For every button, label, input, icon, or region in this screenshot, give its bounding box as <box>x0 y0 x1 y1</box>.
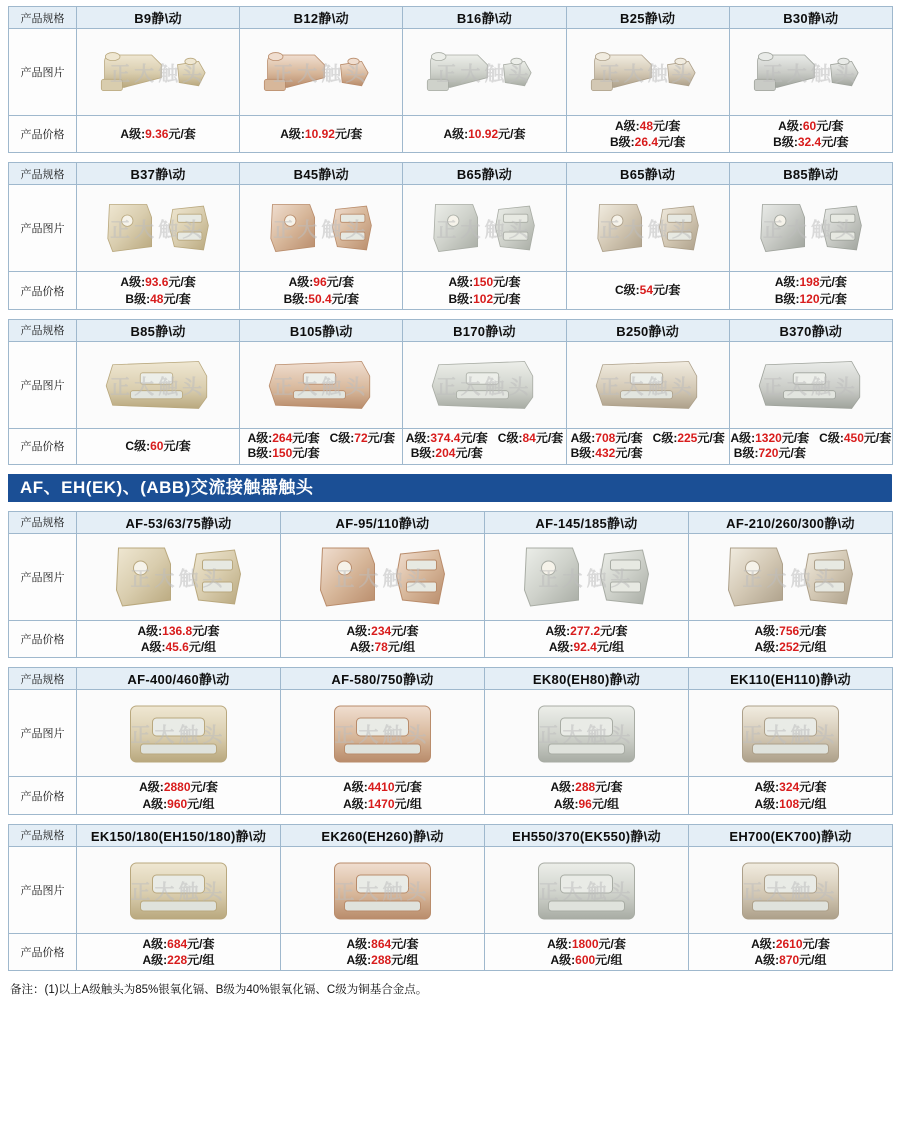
product-spec: EK150/180(EH150/180)静\动 <box>77 824 281 846</box>
product-spec: B30静\动 <box>729 7 892 29</box>
price-value: 198 <box>799 275 820 290</box>
price-value: 432 <box>595 446 616 461</box>
price-line: A级:136.8元/套 <box>137 623 220 638</box>
price-line: B级:102元/套 <box>448 291 521 306</box>
product-photo <box>403 342 565 428</box>
price-group-left <box>406 431 488 462</box>
price-line: B级:32.4元/套 <box>773 135 849 150</box>
image-row <box>9 690 893 777</box>
product-photo <box>77 534 280 620</box>
price-value: 960 <box>167 796 188 811</box>
price-value: 48 <box>150 291 164 306</box>
table-b85-b370 <box>8 319 893 465</box>
watermark: 正大触头 <box>742 566 839 591</box>
price-row <box>9 620 893 657</box>
price-value: 120 <box>799 291 820 306</box>
price-value: 84 <box>522 430 536 445</box>
section-banner: AF、EH(EK)、(ABB)交流接触器触头 <box>8 474 892 502</box>
price-value: 60 <box>802 119 817 133</box>
product-spec: B250静\动 <box>566 319 729 341</box>
price-line: A级:48元/套 <box>614 119 681 133</box>
price-line: A级:2880元/套 <box>139 780 218 795</box>
price-line: A级:277.2元/套 <box>545 623 628 638</box>
product-price-cell <box>77 620 281 657</box>
price-line: B级:150元/套 <box>247 446 320 461</box>
row-label-spec: 产品规格 <box>9 824 77 846</box>
price-line: A级:288元/套 <box>550 780 623 795</box>
table-b37-b85 <box>8 162 893 309</box>
product-image-cell[interactable] <box>566 341 729 428</box>
row-label-spec: 产品规格 <box>9 668 77 690</box>
row-label-spec: 产品规格 <box>9 163 77 185</box>
price-line: A级:2610元/套 <box>751 936 830 951</box>
product-image-cell[interactable] <box>485 690 689 777</box>
price-value: 324 <box>779 780 800 795</box>
row-label-price: 产品价格 <box>9 777 77 814</box>
watermark: 正大触头 <box>334 722 431 747</box>
product-price-cell <box>240 428 403 464</box>
price-line: A级:600元/组 <box>550 952 623 967</box>
product-spec: B65静\动 <box>403 163 566 185</box>
product-photo <box>77 342 239 428</box>
price-row <box>9 272 893 309</box>
product-photo <box>403 185 565 271</box>
price-line: C级:84元/套 <box>497 430 564 445</box>
price-line: A级:78元/组 <box>349 640 416 655</box>
product-photo <box>240 29 402 115</box>
product-price-cell <box>77 116 240 153</box>
watermark: 正大触头 <box>334 566 431 591</box>
price-line: A级:108元/组 <box>754 796 827 811</box>
product-spec: EK110(EH110)静\动 <box>689 668 893 690</box>
image-row <box>9 533 893 620</box>
watermark: 正大触头 <box>599 217 696 242</box>
product-price-cell <box>240 116 403 153</box>
price-value: 684 <box>167 936 188 951</box>
watermark: 正大触头 <box>742 879 839 904</box>
product-price-cell <box>566 272 729 309</box>
price-line: A级:92.4元/组 <box>548 640 625 655</box>
product-price-cell <box>729 272 892 309</box>
product-photo <box>281 690 484 776</box>
price-value: 204 <box>435 446 456 461</box>
spec-row <box>9 319 893 341</box>
product-spec: B65静\动 <box>566 163 729 185</box>
watermark: 正大触头 <box>273 217 370 242</box>
row-label-image: 产品图片 <box>9 690 77 777</box>
price-value: 150 <box>272 446 293 461</box>
product-spec: B37静\动 <box>77 163 240 185</box>
product-price-cell <box>485 620 689 657</box>
price-value: 54 <box>639 283 653 298</box>
product-spec: B105静\动 <box>240 319 403 341</box>
price-row <box>9 933 893 970</box>
price-line: A级:960元/组 <box>142 796 215 811</box>
product-price-cell <box>689 620 893 657</box>
product-image-cell[interactable] <box>77 846 281 933</box>
price-group-right <box>498 431 563 462</box>
row-label-spec: 产品规格 <box>9 319 77 341</box>
product-image-cell[interactable] <box>485 846 689 933</box>
price-value: 96 <box>578 796 592 811</box>
table-af-53-210 <box>8 511 893 658</box>
image-row <box>9 185 893 272</box>
product-image-cell[interactable] <box>689 533 893 620</box>
product-price-cell <box>689 933 893 970</box>
product-image-cell[interactable] <box>77 185 240 272</box>
watermark: 正大触头 <box>599 374 696 399</box>
row-label-price: 产品价格 <box>9 620 77 657</box>
product-photo <box>567 342 729 428</box>
product-image-cell[interactable] <box>403 29 566 116</box>
row-label-image: 产品图片 <box>9 185 77 272</box>
product-spec: B9静\动 <box>77 7 240 29</box>
product-image-cell[interactable] <box>281 690 485 777</box>
price-line: A级:756元/套 <box>754 623 827 638</box>
row-label-spec: 产品规格 <box>9 7 77 29</box>
image-row <box>9 846 893 933</box>
price-line: A级:374.4元/套 <box>405 430 488 445</box>
price-line: B级:432元/套 <box>570 446 643 461</box>
product-image-cell[interactable] <box>403 341 566 428</box>
product-price-cell <box>485 933 689 970</box>
product-photo <box>485 847 688 933</box>
product-photo <box>485 534 688 620</box>
price-value: 4410 <box>367 780 395 795</box>
product-spec: AF-210/260/300静\动 <box>689 511 893 533</box>
product-photo <box>730 342 892 428</box>
product-price-cell <box>281 777 485 814</box>
watermark: 正大触头 <box>762 217 859 242</box>
price-group-left <box>248 431 320 462</box>
watermark: 正大触头 <box>436 61 533 86</box>
product-photo <box>77 185 239 271</box>
watermark: 正大触头 <box>538 722 635 747</box>
product-image-cell[interactable] <box>77 690 281 777</box>
price-line: A级:264元/套 <box>247 430 320 445</box>
product-photo <box>77 29 239 115</box>
price-line: A级:324元/套 <box>754 780 827 795</box>
price-row <box>9 428 893 464</box>
price-value: 150 <box>473 275 494 290</box>
price-value: 1470 <box>367 796 395 811</box>
product-price-cell <box>403 428 566 464</box>
product-photo <box>281 534 484 620</box>
price-value: 2880 <box>163 780 191 795</box>
spec-row <box>9 163 893 185</box>
price-value: 93.6 <box>145 275 169 290</box>
product-photo <box>689 534 892 620</box>
spec-row <box>9 511 893 533</box>
spec-row <box>9 824 893 846</box>
product-spec: B45静\动 <box>240 163 403 185</box>
spec-row <box>9 7 893 29</box>
product-photo <box>730 185 892 271</box>
product-spec: B25静\动 <box>566 7 729 29</box>
price-line: B级:204元/套 <box>410 446 483 461</box>
price-value: 108 <box>779 796 800 811</box>
watermark: 正大触头 <box>436 374 533 399</box>
product-spec: AF-145/185静\动 <box>485 511 689 533</box>
watermark: 正大触头 <box>538 879 635 904</box>
price-value: 2610 <box>775 936 803 951</box>
row-label-image: 产品图片 <box>9 533 77 620</box>
watermark: 正大触头 <box>130 722 227 747</box>
price-group-right <box>819 431 891 462</box>
price-value: 234 <box>371 623 392 638</box>
price-row <box>9 116 893 153</box>
watermark: 正大触头 <box>742 722 839 747</box>
product-price-cell <box>485 777 689 814</box>
spec-row <box>9 668 893 690</box>
price-value: 48 <box>639 119 653 133</box>
watermark: 正大触头 <box>273 374 370 399</box>
watermark: 正大触头 <box>599 61 696 86</box>
product-image-cell[interactable] <box>281 533 485 620</box>
product-photo <box>567 185 729 271</box>
price-line: A级:1800元/套 <box>547 936 626 951</box>
price-value: 1320 <box>755 430 782 445</box>
product-price-cell <box>729 116 892 153</box>
price-line: A级:288元/组 <box>346 952 419 967</box>
product-price-cell <box>77 933 281 970</box>
price-line: A级:708元/套 <box>570 430 643 445</box>
product-spec: AF-400/460静\动 <box>77 668 281 690</box>
tables-container <box>8 6 892 971</box>
price-value: 864 <box>371 936 392 951</box>
watermark: 正大触头 <box>538 566 635 591</box>
product-price-cell <box>403 272 566 309</box>
row-label-price: 产品价格 <box>9 272 77 309</box>
watermark: 正大触头 <box>110 217 207 242</box>
price-value: 450 <box>843 430 864 445</box>
product-image-cell[interactable] <box>729 29 892 116</box>
price-line: A级:96元/组 <box>553 796 620 811</box>
product-price-cell <box>403 116 566 153</box>
price-line: A级:1320元/套 <box>730 430 810 445</box>
watermark: 正大触头 <box>130 879 227 904</box>
product-price-cell <box>689 777 893 814</box>
price-value: 102 <box>473 291 494 306</box>
price-value: 10.92 <box>468 127 499 142</box>
price-value: 225 <box>677 430 698 445</box>
product-spec: EH700(EK700)静\动 <box>689 824 893 846</box>
price-value: 136.8 <box>162 623 193 638</box>
price-line: A级:864元/套 <box>346 936 419 951</box>
product-image-cell[interactable] <box>403 185 566 272</box>
product-spec: EK80(EH80)静\动 <box>485 668 689 690</box>
product-spec: B85静\动 <box>729 163 892 185</box>
product-price-cell <box>77 777 281 814</box>
product-spec: B370静\动 <box>729 319 892 341</box>
price-line: A级:45.6元/组 <box>140 640 217 655</box>
price-group-left <box>571 431 643 462</box>
product-spec: EK260(EH260)静\动 <box>281 824 485 846</box>
price-group-left <box>730 431 809 462</box>
price-value: 92.4 <box>573 640 597 655</box>
footnote: 备注：(1)以上A级触头为85%银氧化镉、B级为40%银氧化镉、C级为铜基合金点。 <box>10 984 428 997</box>
product-photo <box>403 29 565 115</box>
image-row <box>9 29 893 116</box>
product-price-cell <box>240 272 403 309</box>
product-image-cell[interactable] <box>77 533 281 620</box>
price-line: A级:234元/套 <box>346 623 419 638</box>
product-image-cell[interactable] <box>729 185 892 272</box>
price-value: 277.2 <box>570 623 601 638</box>
product-image-cell[interactable] <box>485 533 689 620</box>
product-photo <box>77 847 280 933</box>
price-value: 288 <box>575 780 596 795</box>
price-value: 374.4 <box>430 430 461 445</box>
product-photo <box>689 690 892 776</box>
price-line: B级:26.4元/套 <box>609 135 686 150</box>
price-line: A级:9.36元/套 <box>120 127 196 142</box>
product-price-cell <box>566 116 729 153</box>
price-value: 252 <box>779 640 800 655</box>
product-image-cell[interactable] <box>77 341 240 428</box>
price-line: A级:96元/套 <box>288 275 354 290</box>
row-label-spec: 产品规格 <box>9 511 77 533</box>
watermark: 正大触头 <box>436 217 533 242</box>
product-spec: B16静\动 <box>403 7 566 29</box>
price-value: 96 <box>313 275 327 290</box>
product-price-cell <box>77 428 240 464</box>
price-value: 600 <box>575 952 596 967</box>
product-spec: AF-95/110静\动 <box>281 511 485 533</box>
price-line: B级:120元/套 <box>774 291 847 306</box>
watermark: 正大触头 <box>334 879 431 904</box>
product-price-cell <box>281 620 485 657</box>
price-line: C级:225元/套 <box>652 430 725 445</box>
price-value: 708 <box>595 430 616 445</box>
price-line: A级:60元/套 <box>778 119 844 133</box>
price-value: 10.92 <box>304 127 335 142</box>
row-label-image: 产品图片 <box>9 341 77 428</box>
price-row <box>9 777 893 814</box>
price-value: 720 <box>758 446 779 461</box>
table-af-400-ek110 <box>8 667 893 814</box>
product-photo <box>240 185 402 271</box>
watermark: 正大触头 <box>762 374 859 399</box>
price-line: A级:684元/套 <box>142 936 215 951</box>
row-label-price: 产品价格 <box>9 933 77 970</box>
product-image-cell[interactable] <box>240 29 403 116</box>
product-photo <box>240 342 402 428</box>
row-label-image: 产品图片 <box>9 29 77 116</box>
price-value: 60 <box>150 439 164 454</box>
product-price-cell <box>729 428 892 464</box>
price-value: 1800 <box>571 936 599 951</box>
row-label-image: 产品图片 <box>9 846 77 933</box>
product-image-cell[interactable] <box>281 846 485 933</box>
price-line: B级:720元/套 <box>733 446 806 461</box>
price-value: 228 <box>167 952 188 967</box>
price-value: 45.6 <box>165 640 189 655</box>
price-line: B级:48元/套 <box>125 291 191 306</box>
product-price-cell <box>77 272 240 309</box>
price-value: 288 <box>371 952 392 967</box>
price-value: 50.4 <box>308 291 332 306</box>
price-line: A级:252元/组 <box>754 640 827 655</box>
price-group-right <box>330 431 395 462</box>
product-image-cell[interactable] <box>240 341 403 428</box>
product-image-cell[interactable] <box>689 690 893 777</box>
price-line: A级:228元/组 <box>142 952 215 967</box>
product-photo <box>689 847 892 933</box>
price-line: A级:10.92元/套 <box>280 127 363 142</box>
price-value: 26.4 <box>634 135 658 150</box>
product-spec: AF-53/63/75静\动 <box>77 511 281 533</box>
price-value: 78 <box>374 640 388 655</box>
product-image-cell[interactable] <box>566 185 729 272</box>
price-line: B级:50.4元/套 <box>283 291 359 306</box>
watermark: 正大触头 <box>762 61 859 86</box>
price-group-right <box>653 431 725 462</box>
watermark: 正大触头 <box>110 61 207 86</box>
image-row <box>9 341 893 428</box>
product-photo <box>281 847 484 933</box>
product-photo <box>485 690 688 776</box>
price-value: 9.36 <box>145 127 169 142</box>
row-label-price: 产品价格 <box>9 428 77 464</box>
product-image-cell[interactable] <box>689 846 893 933</box>
price-line: A级:198元/套 <box>774 275 847 290</box>
price-line: A级:93.6元/套 <box>120 275 196 290</box>
product-image-cell[interactable] <box>240 185 403 272</box>
table-ek150-eh700 <box>8 824 893 971</box>
price-value: 32.4 <box>797 135 822 150</box>
price-value: 870 <box>779 952 800 967</box>
price-line: C级:60元/套 <box>125 439 191 454</box>
watermark: 正大触头 <box>130 566 227 591</box>
product-spec: AF-580/750静\动 <box>281 668 485 690</box>
price-line: A级:10.92元/套 <box>443 127 526 142</box>
product-image-cell[interactable] <box>77 29 240 116</box>
row-label-price: 产品价格 <box>9 116 77 153</box>
product-spec: B85静\动 <box>77 319 240 341</box>
product-spec: B170静\动 <box>403 319 566 341</box>
product-price-cell <box>281 933 485 970</box>
price-value: 756 <box>779 623 800 638</box>
product-photo <box>730 29 892 115</box>
price-line: A级:4410元/套 <box>343 780 422 795</box>
product-spec: EH550/370(EK550)静\动 <box>485 824 689 846</box>
price-line: A级:150元/套 <box>448 275 521 290</box>
product-photo <box>567 29 729 115</box>
price-line: C级:450元/套 <box>819 430 892 445</box>
price-line: C级:54元/套 <box>614 283 681 298</box>
price-value: 72 <box>354 430 368 445</box>
product-image-cell[interactable] <box>729 341 892 428</box>
product-image-cell[interactable] <box>566 29 729 116</box>
product-photo <box>77 690 280 776</box>
watermark: 正大触头 <box>110 374 207 399</box>
price-value: 264 <box>272 430 293 445</box>
product-spec: B12静\动 <box>240 7 403 29</box>
product-price-cell <box>566 428 729 464</box>
watermark: 正大触头 <box>273 61 370 86</box>
table-b9-b30 <box>8 6 893 153</box>
price-line: A级:870元/组 <box>754 952 827 967</box>
price-line: A级:1470元/组 <box>343 796 422 811</box>
price-line: C级:72元/套 <box>329 430 395 445</box>
